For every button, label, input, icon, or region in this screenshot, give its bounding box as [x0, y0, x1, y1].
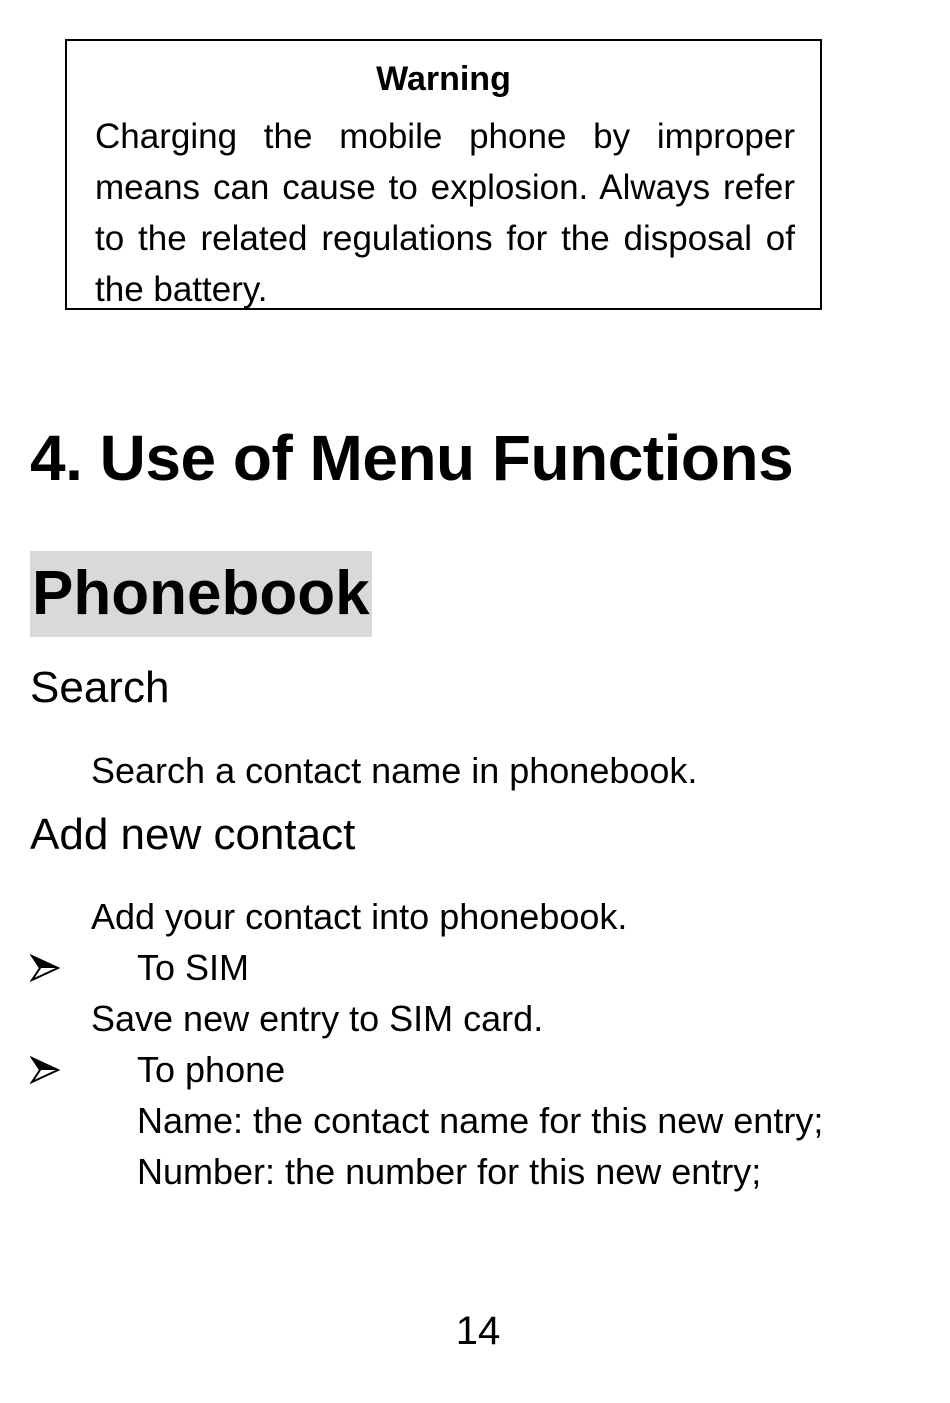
page-number: 14	[455, 1309, 501, 1353]
warning-title: Warning	[376, 60, 511, 98]
option-to-phone-name-detail: Name: the contact name for this new entry;	[137, 1100, 824, 1141]
warning-box	[65, 39, 822, 310]
chapter-heading: 4. Use of Menu Functions	[30, 422, 794, 494]
warning-body: Charging the mobile phone by improper means can cause to explosion. Always refer to the related regulations for the disposal of the battery.	[95, 117, 795, 309]
option-to-phone: To phone	[137, 1049, 286, 1090]
add-new-contact-heading: Add new contact	[30, 810, 356, 859]
arrowhead-bullet-icon	[30, 945, 62, 991]
add-new-contact-description: Add your contact into phonebook.	[91, 896, 628, 937]
option-to-phone-number-detail: Number: the number for this new entry;	[137, 1151, 762, 1192]
section-heading-phonebook: Phonebook	[30, 551, 372, 637]
search-heading: Search	[30, 663, 170, 712]
search-description: Search a contact name in phonebook.	[91, 750, 698, 791]
option-to-sim-detail: Save new entry to SIM card.	[91, 998, 544, 1039]
arrowhead-bullet-icon	[30, 1047, 62, 1093]
option-to-sim: To SIM	[137, 947, 250, 988]
